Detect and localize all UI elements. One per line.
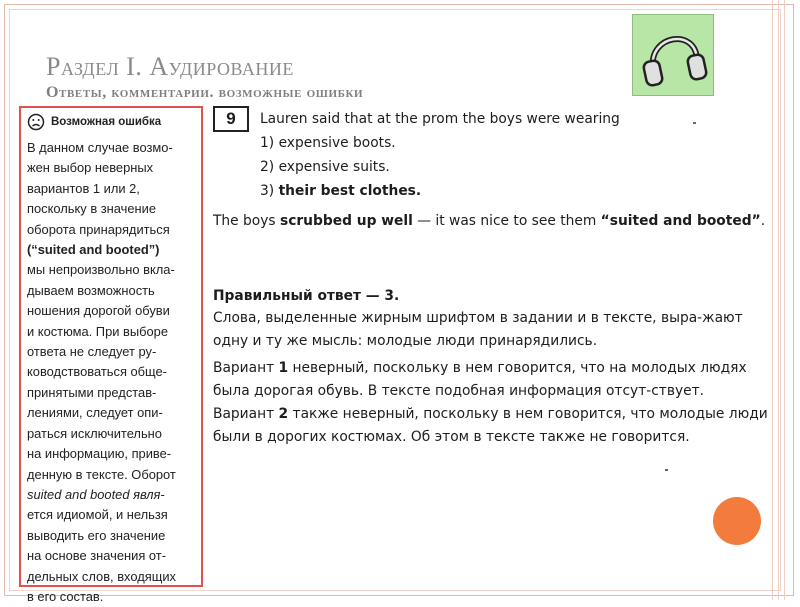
task-number: 9 bbox=[213, 106, 249, 132]
quote-text: The boys bbox=[213, 213, 280, 229]
text-line: (“suited and booted”) bbox=[27, 242, 160, 258]
text-line: ответа не следует ру- bbox=[27, 344, 157, 360]
task-question: Lauren said that at the prom the boys were wearing bbox=[260, 111, 620, 127]
text-line: мы непроизвольно вкла- bbox=[27, 262, 175, 278]
text-line: и костюма. При выборе bbox=[27, 323, 169, 339]
variant-text: Вариант bbox=[213, 360, 279, 376]
explanation-text: Слова, выделенные жирным шрифтом в задании и в тексте, выра-жают одну и ту же мысль: молодые люди принарядились. bbox=[213, 310, 743, 349]
text-line: ется идиомой, и нельзя bbox=[27, 507, 168, 523]
slide-title: Раздел I. Аудирование bbox=[46, 52, 294, 81]
decor-tick bbox=[665, 469, 668, 471]
variant-text: неверный, поскольку в нем говорится, что на молодых людях была дорогая обувь. В тексте подобная информация отсут-ствует. Вариант bbox=[213, 360, 747, 422]
text-line: оборота принарядиться bbox=[27, 221, 170, 237]
text-line: поскольку в значение bbox=[27, 201, 157, 217]
text-line: дельных слов, входящих bbox=[27, 568, 176, 584]
option-1 bbox=[260, 133, 396, 153]
text-line: suited and booted явля- bbox=[27, 486, 165, 502]
headphones-icon bbox=[632, 14, 714, 96]
text-line: ношения дорогой обуви bbox=[27, 303, 170, 319]
quote-text: . bbox=[760, 213, 766, 229]
option-3 bbox=[260, 181, 421, 201]
text-line: раться исключительно bbox=[27, 425, 162, 441]
text-line: вариантов 1 или 2, bbox=[27, 180, 140, 196]
possible-error-header bbox=[27, 112, 197, 132]
variant-explanation bbox=[213, 357, 769, 449]
possible-error-box bbox=[19, 106, 203, 604]
quote-text: — it was nice to see them bbox=[412, 213, 601, 229]
sad-face-icon bbox=[27, 113, 45, 131]
decor-line bbox=[778, 0, 779, 600]
text-line: ководствоваться обще- bbox=[27, 364, 167, 380]
decor-tick bbox=[693, 122, 696, 124]
text-line: в его состав. bbox=[27, 588, 104, 604]
possible-error-label: Возможная ошибка bbox=[51, 116, 162, 128]
slide-subtitle: Ответы, комментарии. возможные ошибки bbox=[46, 84, 364, 101]
possible-error-text bbox=[27, 138, 197, 607]
text-line: выводить его значение bbox=[27, 527, 166, 543]
option-number: 3) bbox=[260, 183, 275, 199]
decor-circle bbox=[713, 497, 761, 545]
variant-text: также неверный, поскольку в нем говорится, что молодые люди были в дорогих костюмах. Об этом в тексте также не говорится. bbox=[213, 406, 768, 445]
decor-line bbox=[784, 0, 785, 600]
decor-line bbox=[772, 0, 773, 600]
option-text: expensive suits. bbox=[278, 159, 390, 175]
quote-bold: “suited and booted” bbox=[600, 213, 761, 229]
answer-heading: Правильный ответ — 3. bbox=[213, 288, 400, 304]
text-line: на основе значения от- bbox=[27, 548, 166, 564]
text-line: дываем возможность bbox=[27, 282, 155, 298]
option-text: their best clothes. bbox=[278, 183, 422, 199]
text-line: денную в тексте. Оборот bbox=[27, 466, 176, 482]
option-number: 1) bbox=[260, 135, 275, 151]
text-line: принятыми представ- bbox=[27, 384, 157, 400]
quote-bold: scrubbed up well bbox=[279, 213, 413, 229]
option-text: expensive boots. bbox=[278, 135, 396, 151]
text-line: В данном случае возмо- bbox=[27, 140, 173, 155]
option-2 bbox=[260, 157, 390, 177]
text-line: на информацию, приве- bbox=[27, 446, 172, 462]
text-line: жен выбор неверных bbox=[27, 160, 154, 176]
quote-paragraph bbox=[213, 210, 769, 233]
variant-number: 1 bbox=[278, 360, 289, 376]
variant-number: 2 bbox=[278, 406, 289, 422]
option-number: 2) bbox=[260, 159, 275, 175]
text-line: лениями, следует опи- bbox=[27, 405, 163, 421]
